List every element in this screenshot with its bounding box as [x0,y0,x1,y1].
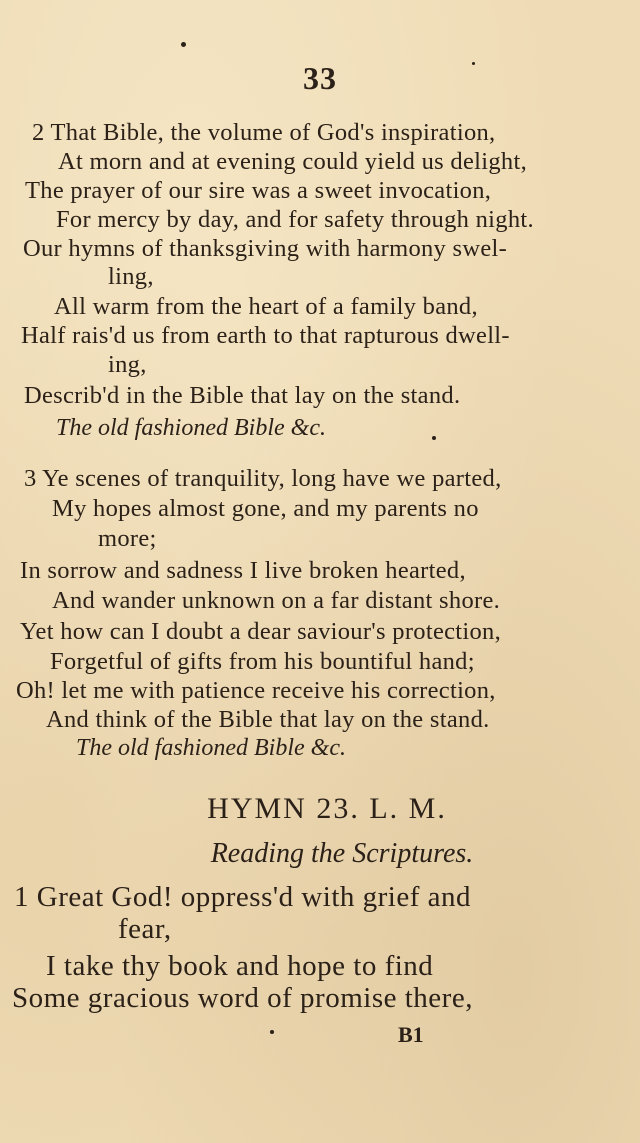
verse-line: All warm from the heart of a family band, [54,293,478,320]
verse-line: fear, [118,913,172,945]
chorus-refrain: The old fashioned Bible &c. [56,415,326,441]
verse-line: Forgetful of gifts from his bountiful hand; [50,648,475,675]
verse-line: 2 That Bible, the volume of God's inspiration, [32,119,496,146]
verse-line: Our hymns of thanksgiving with harmony swel- [23,235,508,262]
verse-line: And think of the Bible that lay on the stand. [46,706,490,733]
verse-line: For mercy by day, and for safety through night. [56,206,534,233]
verse-line: The prayer of our sire was a sweet invocation, [25,177,492,204]
ink-speck [181,42,186,47]
ink-speck [270,1030,274,1034]
verse-line: ing, [108,351,147,378]
verse-line: 1 Great God! oppress'd with grief and [14,881,471,913]
verse-line: At morn and at evening could yield us delight, [58,148,527,175]
hymn-heading: HYMN 23. L. M. [207,792,447,825]
verse-line: Half rais'd us from earth to that rapturous dwell- [21,322,510,349]
verse-line: Some gracious word of promise there, [12,982,473,1014]
verse-line: ling, [108,263,154,290]
verse-line: Oh! let me with patience receive his correction, [16,677,496,704]
verse-line: And wander unknown on a far distant shore. [52,587,501,614]
verse-line: Describ'd in the Bible that lay on the stand. [24,382,461,409]
verse-line: Yet how can I doubt a dear saviour's protection, [20,618,502,645]
verse-line: In sorrow and sadness I live broken hearted, [20,557,466,584]
page-number: 33 [303,60,337,96]
verse-line: My hopes almost gone, and my parents no [52,495,479,522]
chorus-refrain: The old fashioned Bible &c. [76,735,346,761]
ink-speck [432,436,436,440]
verse-line: 3 Ye scenes of tranquility, long have we parted, [24,465,502,492]
hymn-subtitle: Reading the Scriptures. [210,838,474,869]
printer-signature-mark: B1 [398,1022,424,1047]
verse-line: more; [98,525,157,552]
verse-line: I take thy book and hope to find [46,950,434,982]
